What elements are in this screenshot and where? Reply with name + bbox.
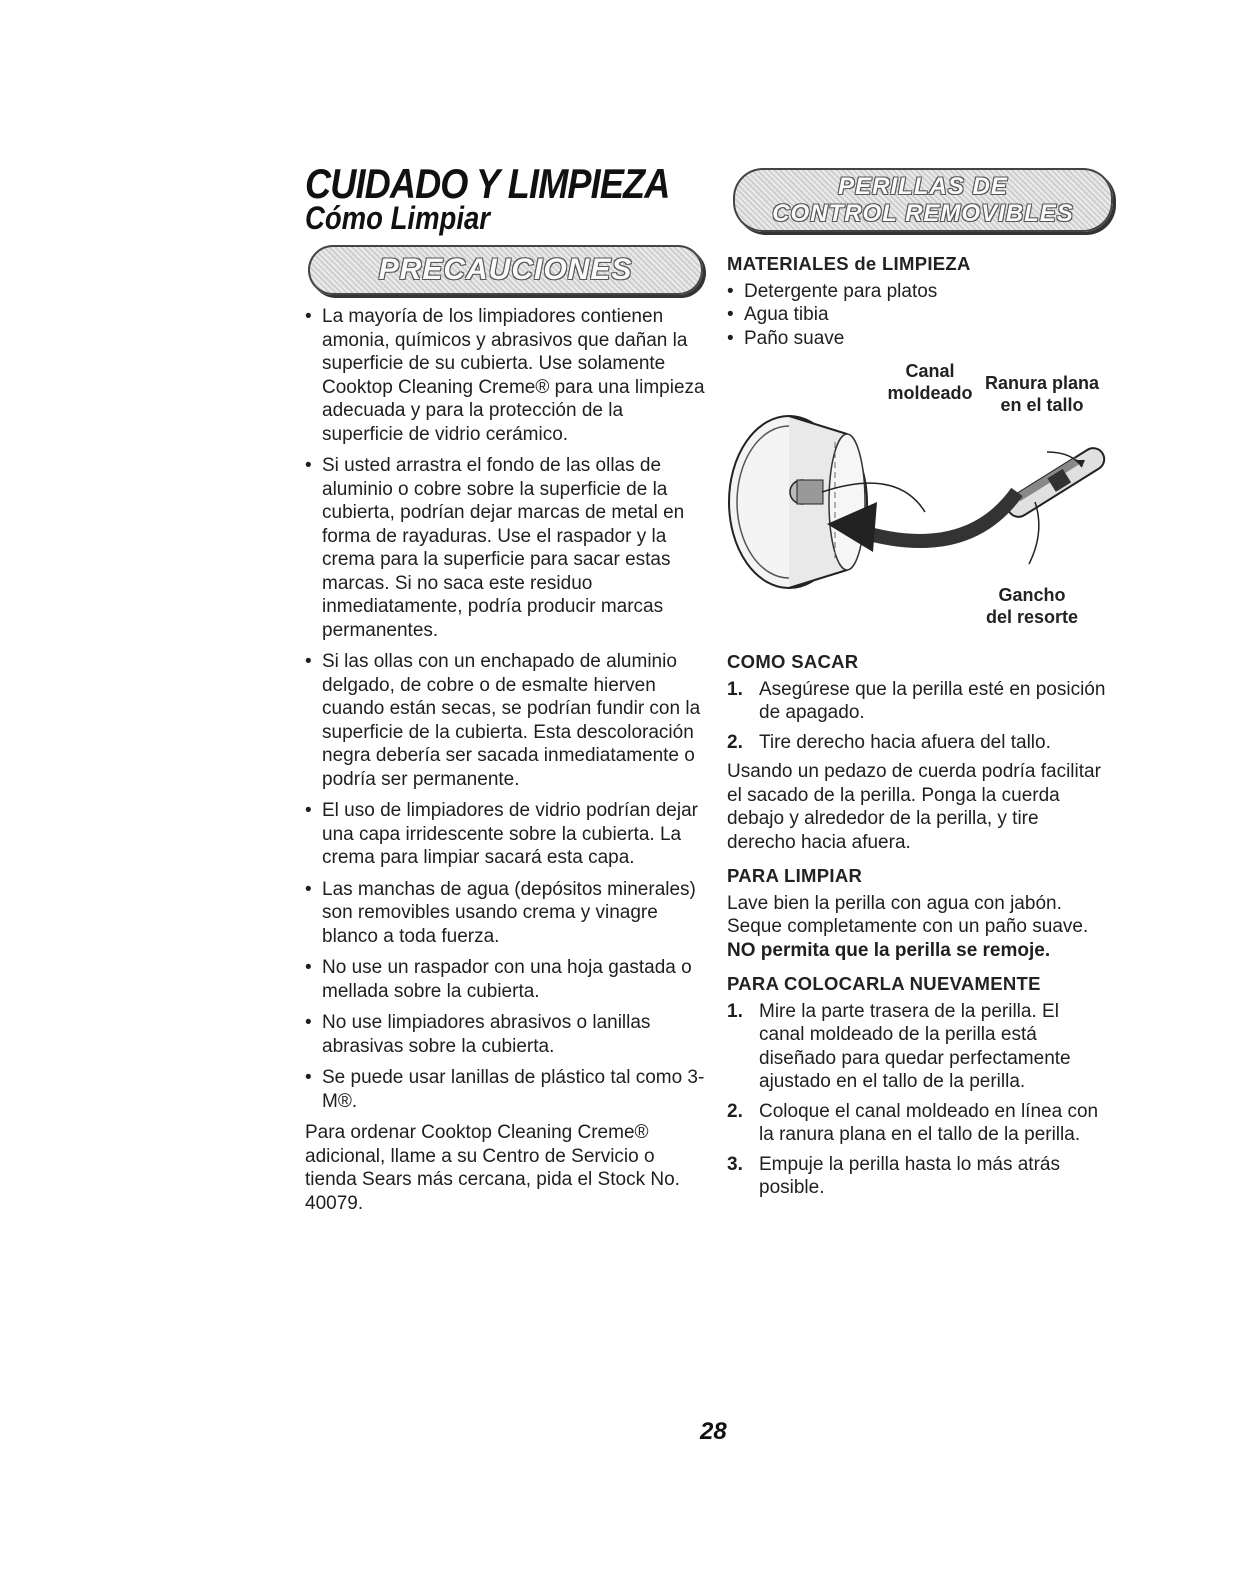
- materials-heading: MATERIALES de LIMPIEZA: [727, 253, 971, 274]
- string-tip: Usando un pedazo de cuerda podría facilitar el sacado de la perilla. Ponga la cuerda debajo y alrededor de la perilla, y tire derecho hacia afuera.: [727, 761, 1101, 853]
- clean-text: Lave bien la perilla con agua con jabón. Seque completamente con un paño suave.: [727, 892, 1089, 937]
- order-info-paragraph: Para ordenar Cooktop Cleaning Creme® adicional, llame a su Centro de Servicio o tienda Sears más cercana, pida el Stock No. 40079.: [305, 1122, 680, 1214]
- list-item: • El uso de limpiadores de vidrio podrían dejar una capa irridescente sobre la cubierta. La crema para limpiar sacará esta capa.: [305, 799, 705, 870]
- list-item: • Paño suave: [727, 327, 1107, 351]
- list-item: • No use limpiadores abrasivos o lanillas abrasivas sobre la cubierta.: [305, 1011, 705, 1058]
- precautions-banner: [308, 245, 703, 295]
- step-text: Empuje la perilla hasta lo más atrás posible.: [759, 1153, 1060, 1198]
- label-gancho-line2: del resorte: [985, 607, 1079, 627]
- reinstall-heading: PARA COLOCARLA NUEVAMENTE: [727, 973, 1041, 994]
- list-item: [727, 1153, 1107, 1200]
- list-item: [727, 1000, 1107, 1094]
- removable-knobs-banner: [733, 168, 1113, 232]
- materials-list: [727, 280, 1107, 351]
- knobs-column: [727, 252, 1107, 1206]
- soak-warning: NO permita que la perilla se remoje.: [727, 939, 1051, 961]
- remove-steps: [727, 678, 1107, 755]
- label-gancho-line1: Gancho: [998, 585, 1066, 605]
- step-text: Mire la parte trasera de la perilla. El canal moldeado de la perilla está diseñado para quedar perfectamente ajustado en el tallo de la perilla.: [759, 1000, 1071, 1092]
- list-item: • Las manchas de agua (depósitos minerales) son removibles usando crema y vinagre blanco a toda fuerza.: [305, 878, 705, 949]
- list-item: [727, 1100, 1107, 1147]
- precautions-banner-label: PRECAUCIONES: [378, 253, 633, 286]
- remove-heading: COMO SACAR: [727, 651, 859, 672]
- label-ranura-line2: en el tallo: [1000, 395, 1084, 415]
- page-title: CUIDADO Y LIMPIEZA: [305, 160, 670, 207]
- label-gancho: [967, 584, 1097, 628]
- label-canal-line2: moldeado: [887, 383, 973, 403]
- label-ranura: [977, 372, 1107, 416]
- page-number: 28: [700, 1418, 727, 1445]
- step-text: Tire derecho hacia afuera del tallo.: [759, 731, 1051, 753]
- knob-diagram: [727, 352, 1107, 642]
- step-number: 1.: [727, 678, 743, 700]
- list-item: • No use un raspador con una hoja gastada o mellada sobre la cubierta.: [305, 956, 705, 1003]
- list-item: • Si usted arrastra el fondo de las ollas de aluminio o cobre sobre la superficie de la cubierta, podrían dejar marcas de metal en forma de rayaduras. Use el raspador y la crema para la superficie para sacar estas marcas. Si no saca este residuo inmediatamente, podría producir marcas permanentes.: [305, 454, 705, 642]
- list-item: • Agua tibia: [727, 303, 1107, 327]
- step-number: 2.: [727, 731, 743, 753]
- list-item: • Detergente para platos: [727, 280, 1107, 304]
- precautions-list: [305, 305, 705, 1113]
- step-number: 2.: [727, 1100, 743, 1122]
- clean-heading: PARA LIMPIAR: [727, 865, 863, 886]
- label-ranura-line1: Ranura plana: [984, 373, 1100, 393]
- step-number: 3.: [727, 1153, 743, 1175]
- step-text: Coloque el canal moldeado en línea con la ranura plana en el tallo de la perilla.: [759, 1100, 1099, 1145]
- precautions-column: [305, 305, 705, 1225]
- list-item: [727, 678, 1107, 725]
- removable-knobs-banner-line2: CONTROL REMOVIBLES: [772, 200, 1074, 227]
- page-subtitle: Cómo Limpiar: [305, 200, 491, 236]
- removable-knobs-banner-line1: PERILLAS DE: [838, 173, 1008, 200]
- step-text: Asegúrese que la perilla esté en posición de apagado.: [759, 678, 1106, 723]
- list-item: [727, 731, 1107, 755]
- list-item: • Se puede usar lanillas de plástico tal como 3-M®.: [305, 1066, 705, 1113]
- label-canal-line1: Canal: [905, 361, 955, 381]
- list-item: • La mayoría de los limpiadores contienen amonia, químicos y abrasivos que dañan la superficie de su cubierta. Use solamente Cooktop Cleaning Creme® para una limpieza adecuada y para la protección de la superficie de vidrio cerámico.: [305, 305, 705, 446]
- list-item: • Si las ollas con un enchapado de aluminio delgado, de cobre o de esmalte hierven cuando están secas, se podrían fundir con la superficie de la cubierta. Esta descoloración negra debería ser sacada inmediatamente o podría ser permanente.: [305, 650, 705, 791]
- reinstall-steps: [727, 1000, 1107, 1200]
- step-number: 1.: [727, 1000, 743, 1022]
